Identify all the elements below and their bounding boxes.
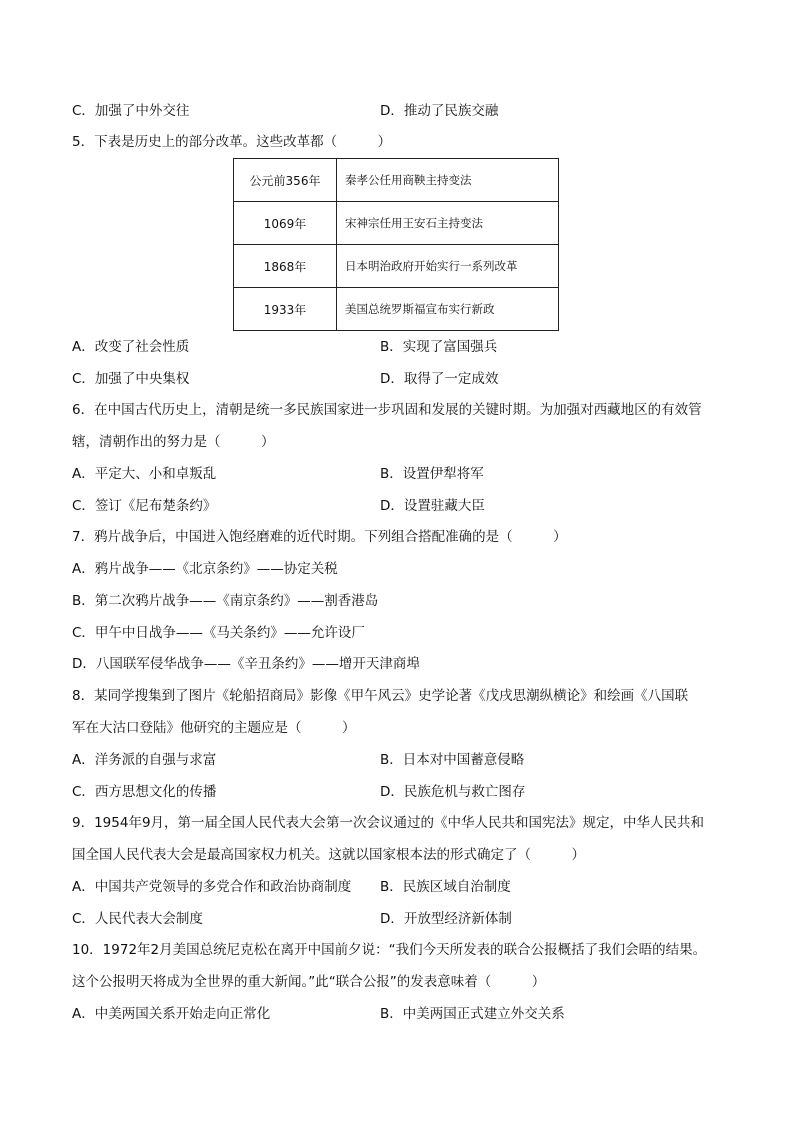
q9-option-d: D．开放型经济新体制: [380, 911, 512, 927]
q10-option-b: B．中美两国正式建立外交关系: [380, 1006, 565, 1022]
q6-option-b: B．设置伊犁将军: [380, 466, 484, 482]
table-cell-desc: 美国总统罗斯福宣布实行新政: [337, 288, 559, 331]
q9-option-a: A．中国共产党领导的多党合作和政治协商制度: [72, 879, 352, 895]
q8-option-c: C．西方思想文化的传播: [72, 784, 217, 800]
table-cell-year: 1868年: [234, 245, 337, 288]
q5-stem: 5．下表是历史上的部分改革。这些改革都（ ）: [72, 134, 392, 150]
table-cell-desc: 秦孝公任用商鞅主持变法: [337, 159, 559, 202]
q7-option-b: B．第二次鸦片战争——《南京条约》——割香港岛: [72, 593, 379, 609]
table-cell-year: 公元前356年: [234, 159, 337, 202]
q9-stem-line1: 9．1954年9月，第一届全国人民代表大会第一次会议通过的《中华人民共和国宪法》规定，中华人民共和: [72, 815, 705, 831]
q5-option-d: D．取得了一定成效: [380, 371, 499, 387]
table-cell-desc: 日本明治政府开始实行一系列改革: [337, 245, 559, 288]
q4-option-d: D．推动了民族交融: [380, 103, 499, 119]
q10-option-a: A．中美两国关系开始走向正常化: [72, 1006, 271, 1022]
q7-option-d: D．八国联军侵华战争——《辛丑条约》——增开天津商埠: [72, 656, 420, 672]
table-row: [234, 159, 559, 202]
q7-option-a: A．鸦片战争——《北京条约》——协定关税: [72, 561, 338, 577]
q5-option-a: A．改变了社会性质: [72, 339, 190, 355]
q9-option-b: B．民族区域自治制度: [380, 879, 511, 895]
table-cell-year: 1069年: [234, 202, 337, 245]
table-cell-desc: 宋神宗任用王安石主持变法: [337, 202, 559, 245]
q9-stem-line2: 国全国人民代表大会是最高国家权力机关。这就以国家根本法的形式确定了（ ）: [72, 847, 585, 863]
q6-stem-line2: 辖，清朝作出的努力是（ ）: [72, 434, 275, 450]
q8-stem-line2: 军在大沽口登陆》他研究的主题应是（ ）: [72, 720, 356, 736]
q8-stem-line1: 8．某同学搜集到了图片《轮船招商局》影像《甲午风云》史学论著《戊戌思潮纵横论》和绘画《八国联: [72, 688, 689, 704]
table-row: [234, 245, 559, 288]
reform-table: [233, 158, 559, 331]
q9-option-c: C．人民代表大会制度: [72, 911, 203, 927]
table-cell-year: 1933年: [234, 288, 337, 331]
q6-stem-line1: 6．在中国古代历史上，清朝是统一多民族国家进一步巩固和发展的关键时期。为加强对西藏地区的有效管: [72, 402, 702, 418]
q6-option-d: D．设置驻藏大臣: [380, 498, 485, 514]
q5-option-b: B．实现了富国强兵: [380, 339, 498, 355]
q7-option-c: C．甲午中日战争——《马关条约》——允许设厂: [72, 625, 365, 641]
table-row: [234, 202, 559, 245]
q7-stem: 7．鸦片战争后，中国进入饱经磨难的近代时期。下列组合搭配准确的是（ ）: [72, 529, 567, 545]
q6-option-c: C．签订《尼布楚条约》: [72, 498, 217, 514]
table-row: [234, 288, 559, 331]
q10-stem-line1: 10．1972年2月美国总统尼克松在离开中国前夕说：“我们今天所发表的联合公报概括了我们会晤的结果。: [72, 942, 707, 958]
q10-stem-line2: 这个公报明天将成为全世界的重大新闻。”此“联合公报”的发表意味着（ ）: [72, 974, 546, 990]
q6-option-a: A．平定大、小和卓叛乱: [72, 466, 217, 482]
q5-option-c: C．加强了中央集权: [72, 371, 190, 387]
q8-option-b: B．日本对中国蓄意侵略: [380, 752, 525, 768]
q8-option-a: A．洋务派的自强与求富: [72, 752, 217, 768]
q8-option-d: D．民族危机与救亡图存: [380, 784, 526, 800]
q4-option-c: C．加强了中外交往: [72, 103, 190, 119]
